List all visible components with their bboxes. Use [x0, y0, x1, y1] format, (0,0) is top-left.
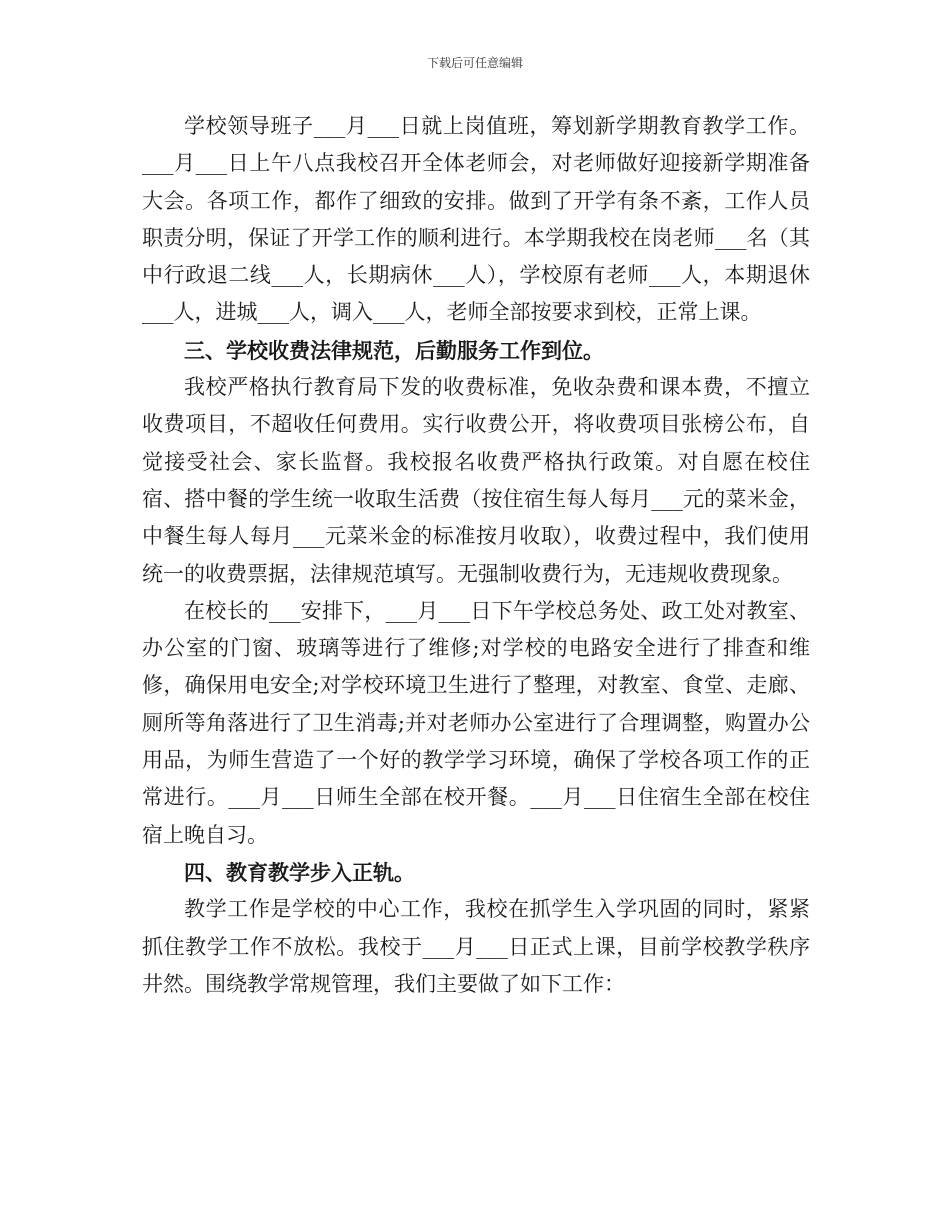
- page-header: 下载后可任意编辑: [426, 56, 523, 70]
- section-heading-teaching: 四、教育教学步入正轨。: [184, 859, 415, 885]
- section-heading-fees: 三、学校收费法律规范，后勤服务工作到位。: [184, 337, 604, 363]
- paragraph-logistics: 在校长的___安排下，___月___日下午学校总务处、政工处对教室、办公室的门窗、玻璃等进行了维修;对学校的电路安全进行了排查和维修，确保用电安全;对学校环境卫生进行了整理，对教室、食堂、走廊、厕所等角落进行了卫生消毒;并对老师办公室进行了合理调整，购置办公用品，为师生营造了一个好的教学学习环境，确保了学校各项工作的正常进行。___月___日师生全部在校开餐。___月___日住宿生全部在校住宿上晚自习。: [142, 598, 810, 847]
- document-body: [142, 108, 810, 1003]
- paragraph-staff-arrival: 学校领导班子___月___日就上岗值班，筹划新学期教育教学工作。___月___日上午八点我校召开全体老师会，对老师做好迎接新学期准备大会。各项工作，都作了细致的安排。做到了开学有条不紊，工作人员职责分明，保证了开学工作的顺利进行。本学期我校在岗老师___名（其中行政退二线___人，长期病休___人），学校原有老师___人，本期退休___人，进城___人，调入___人，老师全部按要求到校，正常上课。: [142, 114, 810, 325]
- paragraph-fee-standards: 我校严格执行教育局下发的收费标准，免收杂费和课本费，不擅立收费项目，不超收任何费用。实行收费公开，将收费项目张榜公布，自觉接受社会、家长监督。我校报名收费严格执行政策。对自愿在校住宿、搭中餐的学生统一收取生活费（按住宿生每人每月___元的菜米金，中餐生每人每月___元菜米金的标准按月收取），收费过程中，我们使用统一的收费票据，法律规范填写。无强制收费行为，无违规收费现象。: [142, 375, 810, 586]
- paragraph-teaching-work: 教学工作是学校的中心工作，我校在抓学生入学巩固的同时，紧紧抓住教学工作不放松。我校于___月___日正式上课，目前学校教学秩序井然。围绕教学常规管理，我们主要做了如下工作：: [142, 897, 810, 996]
